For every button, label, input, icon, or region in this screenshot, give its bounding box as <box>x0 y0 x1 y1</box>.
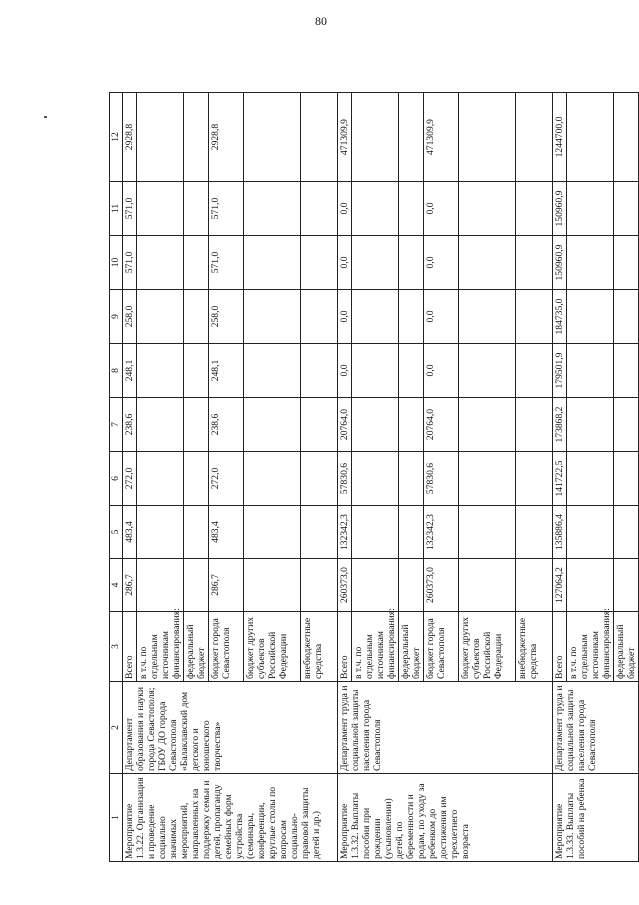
funding-source-cell: бюджет города Севастополя <box>424 612 459 682</box>
value-cell <box>244 182 301 236</box>
value-cell <box>352 93 399 182</box>
header-cell: 10 <box>110 236 123 290</box>
value-cell <box>614 236 639 290</box>
value-cell <box>184 506 209 559</box>
header-cell: 11 <box>110 182 123 236</box>
table-row <box>553 93 567 862</box>
value-cell <box>137 93 184 182</box>
value-cell <box>137 236 184 290</box>
header-cell: 9 <box>110 290 123 344</box>
funding-source-cell: Всего <box>553 612 567 682</box>
value-cell <box>301 506 338 559</box>
value-cell <box>567 398 614 452</box>
value-cell <box>244 452 301 506</box>
value-cell <box>244 398 301 452</box>
financing-table <box>109 92 639 862</box>
value-cell <box>516 559 553 612</box>
value-cell: 258,0 <box>209 290 244 344</box>
value-cell: 179501,9 <box>553 344 567 398</box>
value-cell <box>352 398 399 452</box>
value-cell <box>137 398 184 452</box>
value-cell: 57830,6 <box>338 452 352 506</box>
value-cell: 135886,4 <box>553 506 567 559</box>
value-cell <box>352 290 399 344</box>
funding-source-cell: Всего <box>338 612 352 682</box>
value-cell <box>301 344 338 398</box>
value-cell: 0,0 <box>424 182 459 236</box>
header-cell: 12 <box>110 93 123 182</box>
value-cell: 483,4 <box>123 506 137 559</box>
value-cell <box>567 344 614 398</box>
value-cell: 0,0 <box>424 290 459 344</box>
value-cell <box>301 559 338 612</box>
header-cell: 6 <box>110 452 123 506</box>
value-cell <box>614 398 639 452</box>
value-cell <box>244 93 301 182</box>
value-cell <box>614 182 639 236</box>
value-cell: 571,0 <box>209 182 244 236</box>
value-cell: 141722,5 <box>553 452 567 506</box>
value-cell <box>614 344 639 398</box>
value-cell <box>399 452 424 506</box>
value-cell <box>614 290 639 344</box>
value-cell <box>244 290 301 344</box>
header-cell: 7 <box>110 398 123 452</box>
value-cell <box>459 93 516 182</box>
value-cell <box>567 506 614 559</box>
value-cell <box>137 182 184 236</box>
value-cell: 260373,0 <box>338 559 352 612</box>
value-cell: 132342,3 <box>424 506 459 559</box>
value-cell <box>459 452 516 506</box>
value-cell <box>137 344 184 398</box>
value-cell: 127064,2 <box>553 559 567 612</box>
executor-cell: Департамент образования и науки города Севастополя; ГБОУ ДО города Севастополя «Балаклавский дом детского и юношеского творчества» <box>123 682 338 774</box>
value-cell <box>301 182 338 236</box>
value-cell <box>614 452 639 506</box>
value-cell <box>516 452 553 506</box>
value-cell <box>459 344 516 398</box>
funding-source-cell: бюджет других субъектов Российской Федерации <box>244 612 301 682</box>
value-cell <box>301 452 338 506</box>
value-cell <box>459 182 516 236</box>
value-cell <box>301 398 338 452</box>
value-cell: 0,0 <box>338 344 352 398</box>
value-cell <box>244 344 301 398</box>
value-cell <box>352 182 399 236</box>
value-cell <box>244 236 301 290</box>
value-cell <box>459 506 516 559</box>
value-cell: 0,0 <box>424 236 459 290</box>
value-cell <box>399 93 424 182</box>
value-cell <box>567 452 614 506</box>
value-cell <box>516 236 553 290</box>
value-cell: 1244700,0 <box>553 93 567 182</box>
value-cell <box>399 182 424 236</box>
header-cell: 2 <box>110 682 123 774</box>
value-cell: 173868,2 <box>553 398 567 452</box>
value-cell: 571,0 <box>123 182 137 236</box>
value-cell: 0,0 <box>338 236 352 290</box>
value-cell <box>516 506 553 559</box>
header-cell: 4 <box>110 559 123 612</box>
header-cell: 3 <box>110 612 123 682</box>
value-cell: 483,4 <box>209 506 244 559</box>
measure-cell: Мероприятие 1.3.22. Организация и проведение социально значимых мероприятий, направленных на поддержку семьи и детей, пропаганду семейных форм устройства (семинары, конференции, круглые столы по вопросам социально-правовой защиты детей и др.) <box>123 774 338 862</box>
value-cell <box>567 93 614 182</box>
value-cell <box>137 559 184 612</box>
value-cell <box>399 398 424 452</box>
value-cell <box>399 506 424 559</box>
value-cell: 238,6 <box>209 398 244 452</box>
value-cell <box>184 452 209 506</box>
value-cell: 248,1 <box>123 344 137 398</box>
value-cell: 2928,8 <box>209 93 244 182</box>
executor-cell: Департамент труда и социальной защиты населения города Севастополя <box>553 682 639 774</box>
value-cell: 150960,9 <box>553 182 567 236</box>
executor-cell: Департамент труда и социальной защиты населения города Севастополя <box>338 682 553 774</box>
funding-source-cell: бюджет других субъектов Российской Федерации <box>459 612 516 682</box>
value-cell <box>352 506 399 559</box>
value-cell <box>614 93 639 182</box>
value-cell <box>137 452 184 506</box>
value-cell <box>614 506 639 559</box>
value-cell <box>352 344 399 398</box>
value-cell <box>399 290 424 344</box>
funding-source-cell: федеральный бюджет <box>184 612 209 682</box>
value-cell: 0,0 <box>338 182 352 236</box>
value-cell: 571,0 <box>209 236 244 290</box>
value-cell: 57830,6 <box>424 452 459 506</box>
value-cell <box>459 236 516 290</box>
value-cell <box>184 559 209 612</box>
value-cell <box>184 398 209 452</box>
value-cell <box>244 506 301 559</box>
funding-source-cell: внебюджетные средства <box>516 612 553 682</box>
measure-cell: Мероприятие 1.3.32. Выплаты пособия при рождении (усыновлении) детей, по беременности и родам, по уходу за ребенком до достижения им трехлетнего возраста <box>338 774 553 862</box>
value-cell <box>399 236 424 290</box>
value-cell <box>352 559 399 612</box>
value-cell: 571,0 <box>123 236 137 290</box>
value-cell <box>399 559 424 612</box>
value-cell: 471309,9 <box>338 93 352 182</box>
table-row <box>123 93 137 862</box>
funding-source-cell: федеральный бюджет <box>614 612 639 682</box>
value-cell <box>567 559 614 612</box>
funding-source-cell: Всего <box>123 612 137 682</box>
value-cell <box>244 559 301 612</box>
value-cell <box>184 290 209 344</box>
funding-source-cell: бюджет города Севастополя <box>209 612 244 682</box>
header-cell: 1 <box>110 774 123 862</box>
value-cell <box>567 182 614 236</box>
header-cell: 8 <box>110 344 123 398</box>
value-cell: 258,0 <box>123 290 137 344</box>
funding-source-cell: в т.ч. по отдельным источникам финансирования: <box>137 612 184 682</box>
value-cell <box>516 398 553 452</box>
value-cell: 272,0 <box>123 452 137 506</box>
value-cell: 286,7 <box>123 559 137 612</box>
value-cell <box>184 236 209 290</box>
value-cell: 238,6 <box>123 398 137 452</box>
value-cell <box>184 182 209 236</box>
table-header-row <box>110 93 123 862</box>
rotated-page <box>109 93 637 862</box>
value-cell <box>301 290 338 344</box>
value-cell <box>137 506 184 559</box>
value-cell: 132342,3 <box>338 506 352 559</box>
value-cell: 272,0 <box>209 452 244 506</box>
value-cell <box>567 236 614 290</box>
value-cell <box>184 344 209 398</box>
value-cell <box>614 559 639 612</box>
value-cell <box>137 290 184 344</box>
value-cell <box>301 236 338 290</box>
value-cell <box>459 398 516 452</box>
value-cell: 20764,0 <box>424 398 459 452</box>
funding-source-cell: в т.ч. по отдельным источникам финансирования: <box>352 612 399 682</box>
value-cell: 150960,9 <box>553 236 567 290</box>
value-cell: 260373,0 <box>424 559 459 612</box>
value-cell <box>516 182 553 236</box>
value-cell <box>352 236 399 290</box>
value-cell: 248,1 <box>209 344 244 398</box>
value-cell <box>459 559 516 612</box>
value-cell: 2928,8 <box>123 93 137 182</box>
scan-mark <box>44 116 47 118</box>
funding-source-cell: внебюджетные средства <box>301 612 338 682</box>
value-cell <box>459 290 516 344</box>
value-cell <box>516 344 553 398</box>
value-cell: 286,7 <box>209 559 244 612</box>
table-body <box>123 93 639 862</box>
value-cell <box>301 93 338 182</box>
value-cell <box>352 452 399 506</box>
measure-cell: Мероприятие 1.3.33. Выплаты пособий на ребенка <box>553 774 639 862</box>
funding-source-cell: федеральный бюджет <box>399 612 424 682</box>
value-cell: 184735,0 <box>553 290 567 344</box>
page-number: 80 <box>315 14 327 28</box>
funding-source-cell: в т.ч. по отдельным источникам финансирования: <box>567 612 614 682</box>
value-cell: 0,0 <box>338 290 352 344</box>
value-cell: 20764,0 <box>338 398 352 452</box>
value-cell <box>516 290 553 344</box>
value-cell <box>516 93 553 182</box>
table-row <box>338 93 352 862</box>
value-cell <box>184 93 209 182</box>
value-cell: 0,0 <box>424 344 459 398</box>
value-cell: 471309,9 <box>424 93 459 182</box>
value-cell <box>399 344 424 398</box>
value-cell <box>567 290 614 344</box>
header-cell: 5 <box>110 506 123 559</box>
